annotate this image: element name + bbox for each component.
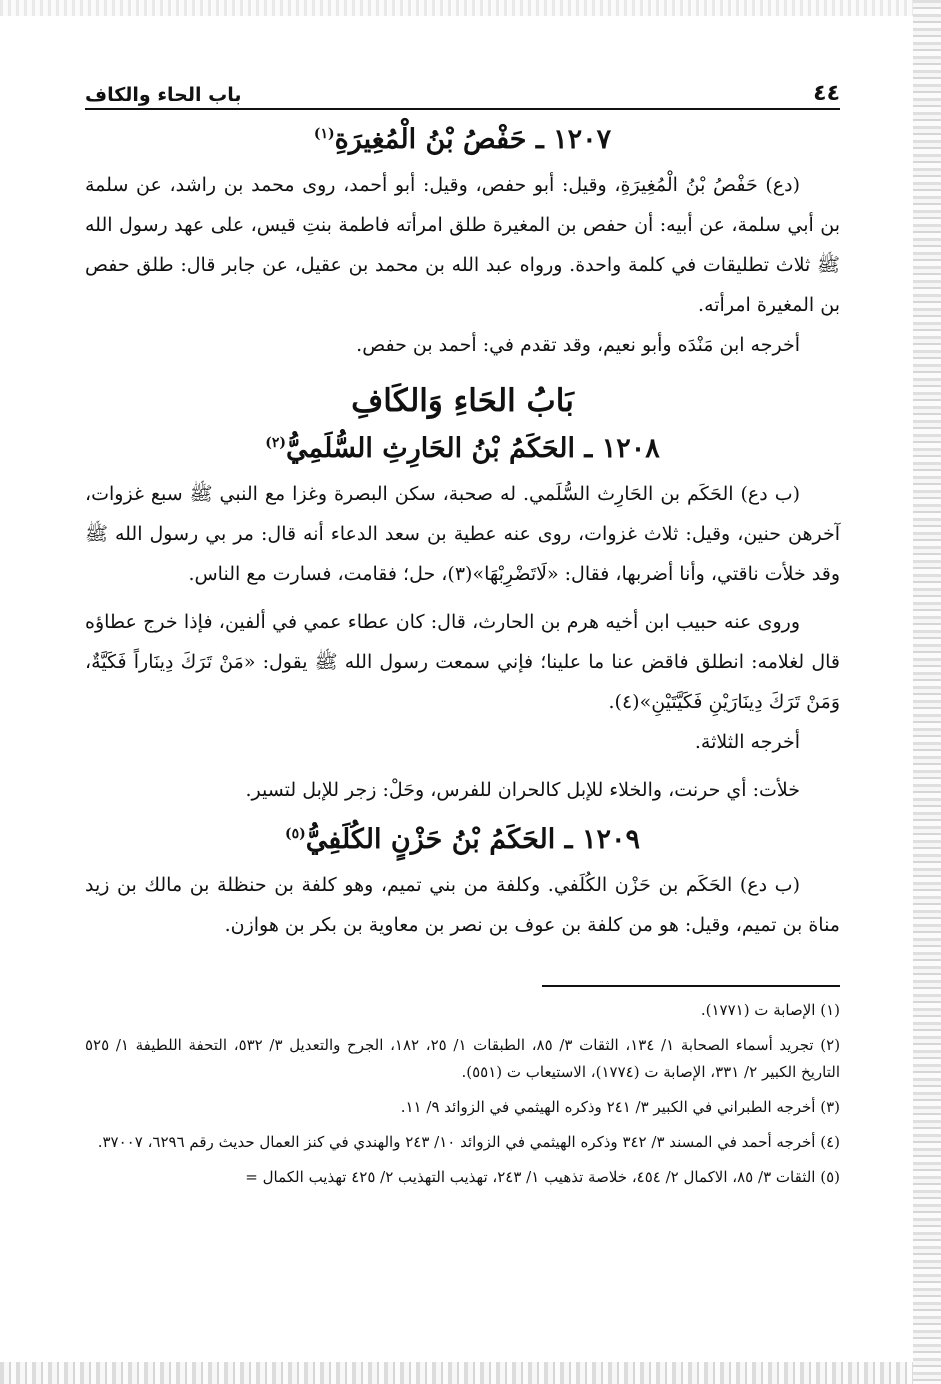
entry-paragraph: خلأت: أي حرنت، والخلاء للإبل كالحران للفرس، وحَلْ: زجر للإبل لتسير. [245, 779, 800, 801]
entry-paragraph: أخرجه الثلاثة. [694, 731, 800, 753]
footnote-ref: (٥) [285, 826, 306, 842]
entry-title-1208 [85, 433, 840, 464]
decorative-top-border [0, 0, 913, 16]
entry-title-1207 [85, 124, 840, 155]
decorative-side-border [913, 0, 941, 1384]
page-number: ٤٤ [813, 81, 840, 106]
footnote-ref: (١) [313, 126, 335, 142]
footnote: (١) الإصابة ت (١٧٧١). [700, 1001, 840, 1019]
header-rule [85, 108, 840, 110]
footnote: (٥) الثقات ٣/ ٨٥، الاكمال ٢/ ٤٥٤، خلاصة تذهيب ١/ ٢٤٣، تهذيب التهذيب ٢/ ٤٢٥ تهذيب الكمال = [245, 1168, 840, 1186]
footnote-rule [542, 985, 840, 987]
entry-title-text: ١٢٠٧ ـ حَفْصُ بْنُ الْمُغِيرَةِ [334, 124, 612, 155]
footnote: (٢) تجريد أسماء الصحابة ١/ ١٣٤، الثقات ٣/ ٨٥، الطبقات ١/ ٢٥، ١٨٢، الجرح والتعديل ٣/ ٥٣٢، التحفة اللطيفة ١/ ٥٢٥ التاريخ الكبير ٢/ ٣٣١، الإصابة ت (١٧٧٤)، الاستيعاب ت (٥٥١). [85, 1036, 841, 1081]
page-header [85, 70, 840, 106]
footnote: (٤) أخرجه أحمد في المسند ٣/ ٣٤٢ وذكره الهيثمي في الزوائد ١٠/ ٢٤٣ والهندي في كنز العمال حديث رقم ٦٢٩٦، ٣٧٠٠٧. [97, 1133, 840, 1151]
book-page [85, 70, 840, 1199]
entry-title-text: ١٢٠٨ ـ الحَكَمُ بْنُ الحَارِثِ السُّلَمِيُّ [286, 433, 660, 464]
entry-title-1209 [85, 824, 840, 855]
entry-title-text: ١٢٠٩ ـ الحَكَمُ بْنُ حَزْنٍ الكُلَفِيُّ [305, 824, 640, 855]
footnote-ref: (٢) [265, 435, 287, 451]
footnote: (٣) أخرجه الطبراني في الكبير ٣/ ٢٤١ وذكره الهيثمي في الزوائد ٩/ ١١. [400, 1098, 840, 1116]
running-title: باب الحاء والكاف [85, 84, 242, 106]
entry-paragraph: (ب دع) الحَكَم بن حَزْن الكُلَفي. وكلفة من بني تميم، وهو كلفة بن حنظلة بن مالك بن زيد مناة بن تميم، وقيل: هو من كلفة بن عوف بن نصر بن معاوية بن بكر بن هوازن. [85, 874, 840, 936]
entry-paragraph: (دع) حَفْصُ بْنُ الْمُغِيرَةِ، وقيل: أبو حفص، وقيل: أبو أحمد، روى محمد بن راشد، عن سلمة بن أبي سلمة، عن أبيه: أن حفص بن المغيرة طلق امرأته فاطمة بنتِ قيس، على عهد رسول الله ﷺ ثلاث تطليقات في كلمة واحدة. ورواه عبد الله بن محمد بن عقيل، عن جابر قال: طلق حفص بن المغيرة امرأته. [85, 174, 840, 316]
entry-paragraph: (ب دع) الحَكَم بن الحَارِث السُّلَمي. له صحبة، سكن البصرة وغزا مع النبي ﷺ سبع غزوات، آخرهن حنين، وقيل: ثلاث غزوات، روى عنه عطية بن سعد الدعاء أنه قال: مر بي رسول الله ﷺ وقد خلأت ناقتي، وأنا أضربها، فقال: «لَاتَضْرِبْهَا»(٣)، حل؛ فقامت، فسارت مع الناس. [85, 483, 840, 585]
footnotes [85, 997, 840, 1191]
entry-paragraph: وروى عنه حبيب ابن أخيه هرم بن الحارث، قال: كان عطاء عمي في ألفين، فإذا خرج عطاؤه قال لغلامه: انطلق فاقض عنا ما علينا؛ فإني سمعت رسول الله ﷺ يقول: «مَنْ تَرَكَ دِينَاراً فَكَيَّةٌ، وَمَنْ تَرَكَ دِينَارَيْنِ فَكَيَّتَيْنِ»(٤). [85, 611, 840, 713]
chapter-title: بَابُ الحَاءِ وَالكَافِ [351, 383, 574, 419]
entry-paragraph: أخرجه ابن مَنْدَه وأبو نعيم، وقد تقدم في: أحمد بن حفص. [356, 334, 800, 356]
decorative-bottom-border [0, 1362, 913, 1384]
